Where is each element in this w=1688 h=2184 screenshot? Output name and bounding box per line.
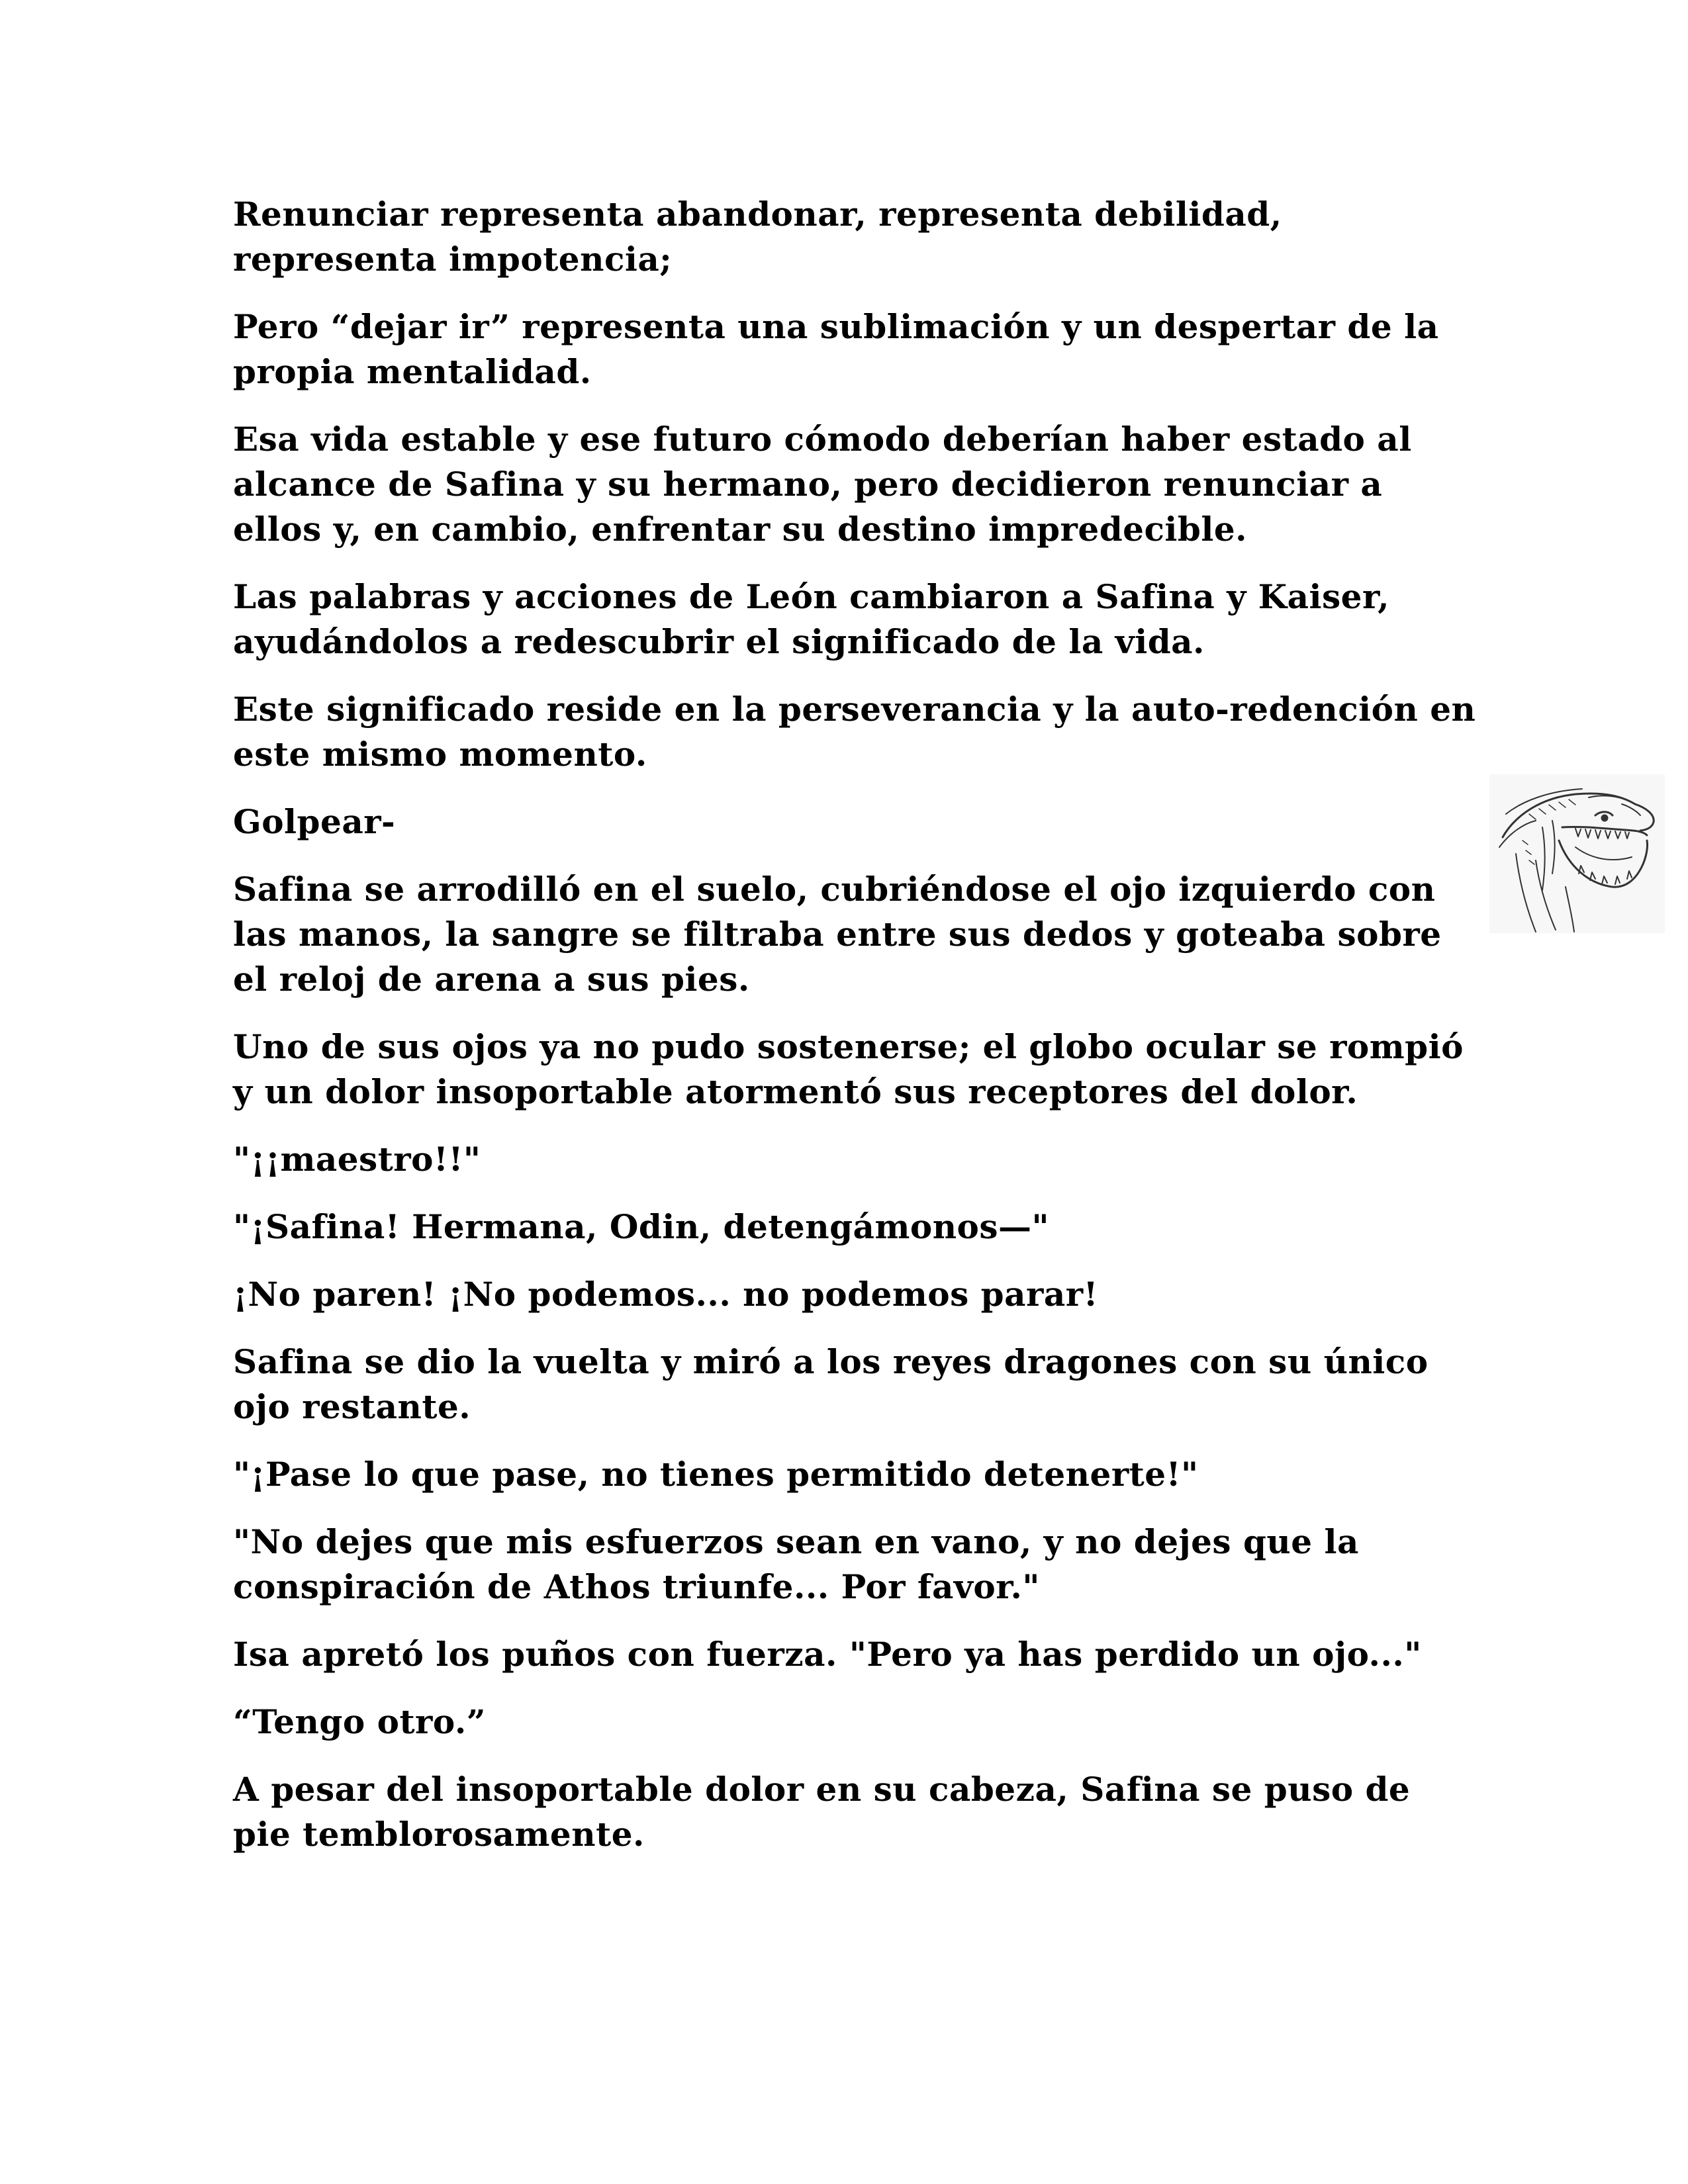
paragraph-3: Esa vida estable y ese futuro cómodo deberían haber estado al alcance de Safina y su hermano, pero decidieron renunciar a ellos y, en cambio, enfrentar su destino impredecible.	[233, 420, 1412, 549]
paragraph-8: Uno de sus ojos ya no pudo sostenerse; el globo ocular se rompió y un dolor insoportable atormentó sus receptores del dolor.	[233, 1027, 1464, 1111]
document-body	[233, 192, 1477, 1880]
paragraph-14: "No dejes que mis esfuerzos sean en vano, y no dejes que la conspiración de Athos triunfe... Por favor."	[233, 1522, 1359, 1606]
paragraph-9: "¡¡maestro!!"	[233, 1140, 481, 1179]
dinosaur-head-sketch-icon	[1489, 774, 1665, 933]
paragraph-4: Las palabras y acciones de León cambiaron a Safina y Kaiser, ayudándolos a redescubrir el significado de la vida.	[233, 577, 1390, 661]
paragraph-10: "¡Safina! Hermana, Odin, detengámonos—"	[233, 1207, 1050, 1246]
paragraph-5: Este significado reside en la perseverancia y la auto-redención en este mismo momento.	[233, 690, 1476, 774]
paragraph-17: A pesar del insoportable dolor en su cabeza, Safina se puso de pie temblorosamente.	[233, 1770, 1411, 1854]
paragraph-2: Pero “dejar ir” representa una sublimación y un despertar de la propia mentalidad.	[233, 307, 1439, 391]
paragraph-15: Isa apretó los puños con fuerza. "Pero ya has perdido un ojo..."	[233, 1635, 1422, 1674]
paragraph-12: Safina se dio la vuelta y miró a los reyes dragones con su único ojo restante.	[233, 1342, 1429, 1426]
paragraph-16: “Tengo otro.”	[233, 1702, 487, 1741]
paragraph-7: Safina se arrodilló en el suelo, cubriéndose el ojo izquierdo con las manos, la sangre se filtraba entre sus dedos y goteaba sobre el reloj de arena a sus pies.	[233, 870, 1442, 999]
paragraph-13: "¡Pase lo que pase, no tienes permitido detenerte!"	[233, 1455, 1199, 1494]
paragraph-1: Renunciar representa abandonar, representa debilidad, representa impotencia;	[233, 195, 1282, 279]
paragraph-6: Golpear-	[233, 802, 396, 841]
paragraph-11: ¡No paren! ¡No podemos... no podemos parar!	[233, 1275, 1099, 1314]
